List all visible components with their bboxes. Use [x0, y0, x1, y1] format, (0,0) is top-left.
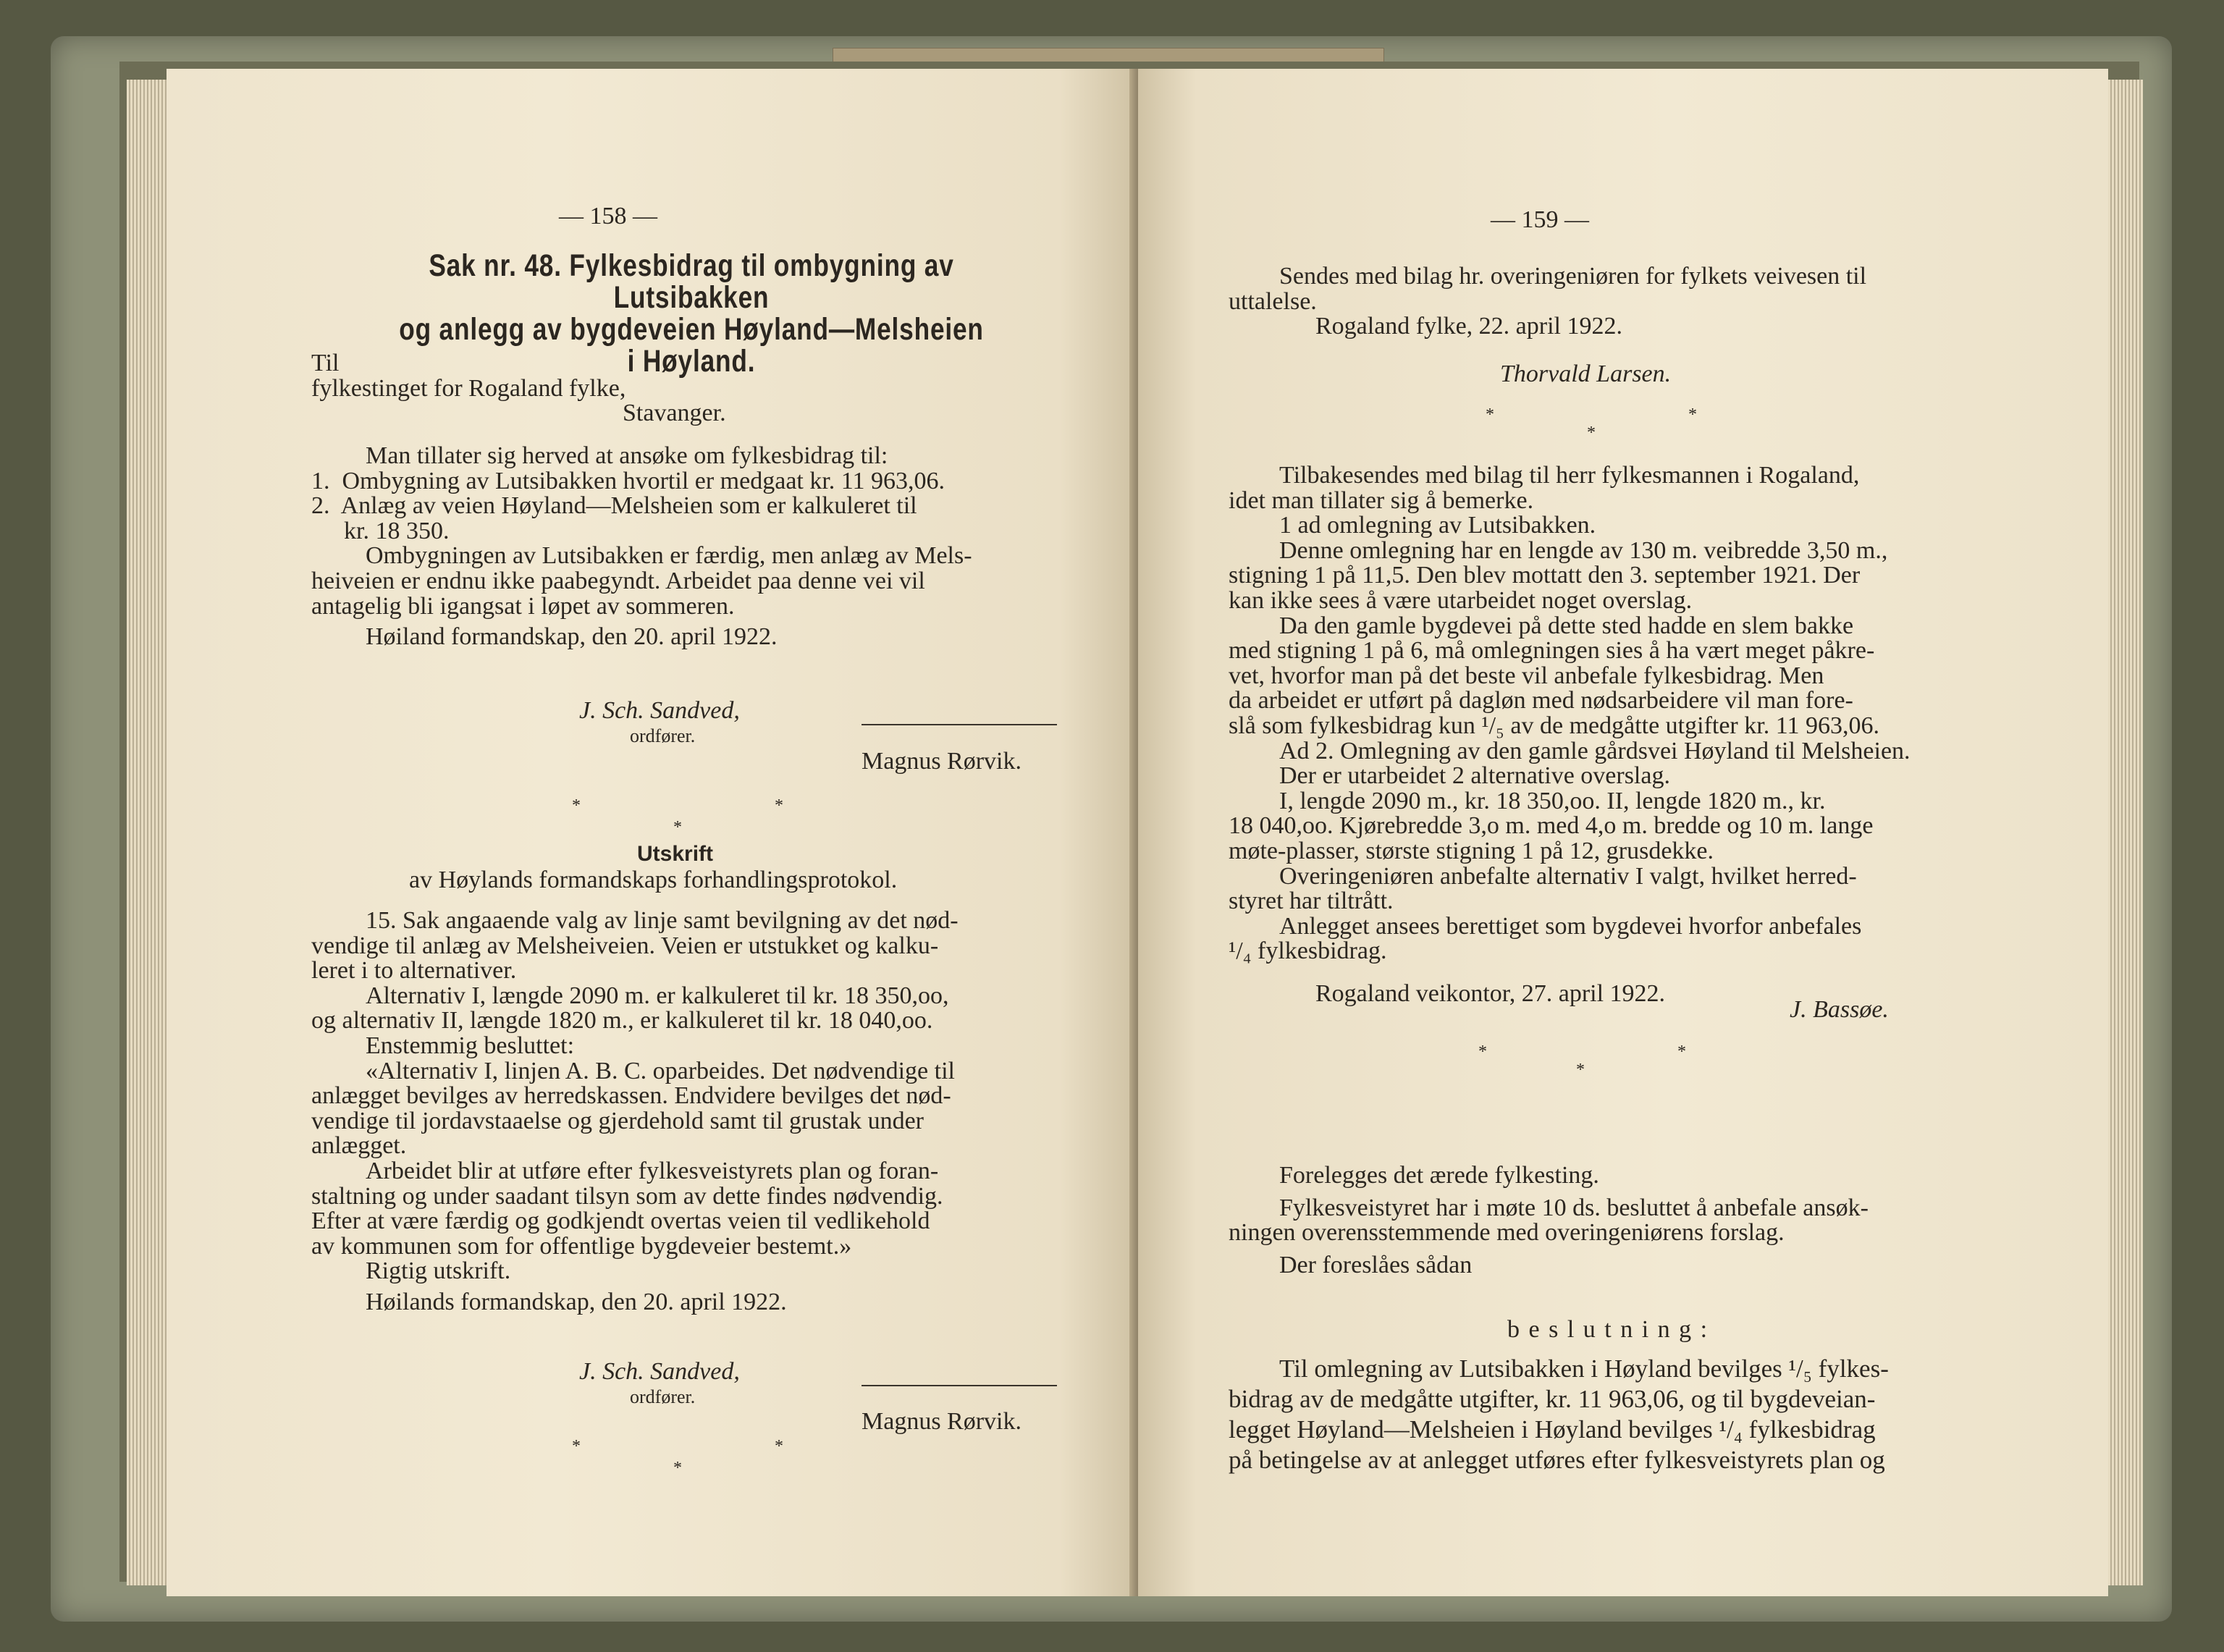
text-line: med stigning 1 på 6, må omlegningen sies å ha vært meget påkre-	[1229, 637, 1875, 665]
text-line: kr. 18 350.	[344, 517, 450, 544]
text-line: 1 ad omlegning av Lutsibakken.	[1279, 512, 1596, 539]
right-page	[1138, 69, 2108, 1596]
left-page	[167, 69, 1137, 1596]
text-line: legget Høyland—Melsheien i Høyland bevilges ¹/₄ fylkesbidrag	[1229, 1415, 1876, 1444]
text-line: 1. Ombygning av Lutsibakken hvortil er medgaat kr. 11 963,06.	[311, 467, 945, 494]
signature-rule-1	[862, 724, 1057, 725]
text-line: anlægget bevilges av herredskassen. Endvidere bevilges det nød-	[311, 1082, 951, 1110]
separator-star: *	[775, 1437, 783, 1456]
text-line: møte-plasser, største stigning 1 på 12, grusdekke.	[1229, 837, 1714, 864]
text-line: kan ikke sees å være utarbeidet noget overslag.	[1229, 586, 1693, 614]
title-line-1: Sak nr. 48. Fylkesbidrag til ombygning av Lutsibakken	[429, 248, 954, 315]
referral-paragraph	[1229, 264, 2119, 340]
separator-star: *	[1576, 1061, 1585, 1079]
text-line: da arbeidet er utført på dagløn med nødsarbeidere vil man fore-	[1229, 687, 1853, 715]
signature-role-1: ordfører.	[630, 725, 696, 746]
resolution-paragraph	[1229, 1354, 2119, 1475]
text-line: Til omlegning av Lutsibakken i Høyland bevilges ¹/₅ fylkes-	[1279, 1354, 1889, 1383]
protocol-paragraph	[311, 909, 1213, 1315]
separator-star: *	[673, 818, 682, 837]
text-line: på betingelse av at anlegget utføres efter fylkesveistyrets plan og	[1229, 1446, 1885, 1474]
text-line: 18 040,oo. Kjørebredde 3,o m. med 4,o m. bredde og 10 m. lange	[1229, 812, 1874, 840]
text-line: 15. Sak angaaende valg av linje samt bevilgning av det nød-	[366, 907, 959, 934]
text-line: slå som fylkesbidrag kun ¹/₅ av de medgåtte utgifter kr. 11 963,06.	[1229, 712, 1879, 739]
text-line: ningen overensstemmende med overingeniørens forslag.	[1229, 1219, 1785, 1247]
separator-star: *	[1478, 1042, 1487, 1061]
text-line: Arbeidet blir at utføre efter fylkesveistyrets plan og foran-	[366, 1157, 939, 1184]
signature-sandved-1: J. Sch. Sandved,	[579, 697, 740, 724]
text-line: Efter at være færdig og godkjendt overtas veien til vedlikehold	[311, 1208, 930, 1235]
signature-rule-2	[862, 1385, 1057, 1386]
engineer-statement	[1229, 463, 2119, 1006]
text-line: Høilands formandskap, den 20. april 1922.	[366, 1288, 787, 1315]
address-line: fylkestinget for Rogaland fylke,	[311, 374, 626, 402]
text-line: Overingeniøren anbefalte alternativ I valgt, hvilket herred-	[1279, 862, 1857, 890]
text-line: Tilbakesendes med bilag til herr fylkesmannen i Rogaland,	[1279, 462, 1860, 489]
address-line: Til	[311, 350, 340, 376]
separator-star: *	[1587, 423, 1596, 442]
text-line: stigning 1 på 11,5. Den blev mottatt den 3. september 1921. Der	[1229, 562, 1861, 589]
text-line: Anlegget ansees berettiget som bygdevei hvorfor anbefales	[1279, 912, 1862, 940]
text-line: Forelegges det ærede fylkesting.	[1279, 1162, 1599, 1189]
separator-star: *	[1688, 405, 1697, 424]
separator-star: *	[1486, 405, 1494, 424]
text-line: Fylkesveistyret har i møte 10 ds. besluttet å anbefale ansøk-	[1279, 1194, 1869, 1221]
text-line: Rogaland veikontor, 27. april 1922.	[1315, 979, 1666, 1007]
text-line: Da den gamle bygdevei på dette sted hadde en slem bakke	[1279, 612, 1854, 639]
separator-star: *	[1677, 1042, 1686, 1061]
signature-larsen: Thorvald Larsen.	[1500, 361, 1672, 387]
page-number-158: — 158 —	[559, 203, 657, 229]
separator-star: *	[572, 796, 581, 815]
text-line: I, lengde 2090 m., kr. 18 350,oo. II, lengde 1820 m., kr.	[1279, 787, 1826, 814]
text-line: Der er utarbeidet 2 alternative overslag.	[1279, 762, 1670, 790]
address-block	[311, 351, 1216, 426]
text-line: og alternativ II, længde 1820 m., er kalkuleret til kr. 18 040,oo.	[311, 1007, 933, 1034]
text-line: Denne omlegning har en lengde av 130 m. veibredde 3,50 m.,	[1279, 536, 1888, 564]
text-line: heiveien er endnu ikke paabegyndt. Arbeidet paa denne vei vil	[311, 567, 925, 594]
text-line: idet man tillater sig å bemerke.	[1229, 486, 1534, 514]
text-line: Sendes med bilag hr. overingeniøren for fylkets veivesen til	[1279, 263, 1867, 290]
application-paragraph	[311, 444, 1213, 650]
title-line-3: i Høyland.	[627, 344, 756, 379]
text-line: antagelig bli igangsat i løpet av sommeren.	[311, 592, 735, 620]
text-line: 2. Anlæg av veien Høyland—Melsheien som er kalkuleret til	[311, 492, 917, 520]
signature-role-2: ordfører.	[630, 1386, 696, 1407]
text-line: bidrag av de medgåtte utgifter, kr. 11 963,06, og til bygdeveian-	[1229, 1385, 1876, 1413]
signature-rorvik-2: Magnus Rørvik.	[862, 1408, 1022, 1435]
committee-paragraph	[1229, 1163, 2119, 1278]
text-line: Der foreslåes sådan	[1279, 1251, 1473, 1278]
text-line: Ombygningen av Lutsibakken er færdig, men anlæg av Mels-	[366, 542, 972, 570]
text-line: Rogaland fylke, 22. april 1922.	[1315, 313, 1622, 340]
utskrift-subheading: av Høylands formandskaps forhandlingsprotokol.	[409, 867, 898, 893]
text-line: vendige til anlæg av Melsheiveien. Veien er utstukket og kalku-	[311, 932, 939, 959]
text-line: Ad 2. Omlegning av den gamle gårdsvei Høyland til Melsheien.	[1279, 737, 1911, 764]
separator-star: *	[775, 796, 783, 815]
text-line: uttalelse.	[1229, 287, 1317, 315]
separator-star: *	[673, 1459, 682, 1478]
title-line-2: og anlegg av bygdeveien Høyland—Melsheien	[399, 312, 984, 347]
text-line: ¹/₄ fylkesbidrag.	[1229, 937, 1387, 965]
page-number-159: — 159 —	[1491, 206, 1589, 233]
signature-sandved-2: J. Sch. Sandved,	[579, 1358, 740, 1385]
address-line: Stavanger.	[623, 400, 726, 427]
resolution-heading: b e s l u t n i n g :	[1507, 1316, 1709, 1343]
text-line: «Alternativ I, linjen A. B. C. oparbeides. Det nødvendige til	[366, 1057, 955, 1084]
text-line: Enstemmig besluttet:	[366, 1032, 575, 1059]
utskrift-heading: Utskrift	[637, 842, 714, 866]
text-line: av kommunen som for offentlige bygdeveier bestemt.»	[311, 1232, 852, 1260]
text-line: Rigtig utskrift.	[366, 1257, 511, 1285]
text-line: Høiland formandskap, den 20. april 1922.	[366, 623, 778, 651]
text-line: vet, hvorfor man på det beste vil anbefale fylkesbidrag. Men	[1229, 662, 1824, 689]
text-line: styret har tiltrått.	[1229, 888, 1394, 915]
signature-rorvik-1: Magnus Rørvik.	[862, 748, 1022, 775]
separator-star: *	[572, 1437, 581, 1456]
text-line: anlægget.	[311, 1132, 407, 1160]
text-line: leret i to alternativer.	[311, 957, 517, 985]
text-line: vendige til jordavstaaelse og gjerdehold samt til grustak under	[311, 1107, 924, 1134]
text-line: Man tillater sig herved at ansøke om fylkesbidrag til:	[366, 442, 888, 469]
text-line: Alternativ I, længde 2090 m. er kalkuleret til kr. 18 350,oo,	[366, 982, 949, 1009]
signature-bassoe: J. Bassøe.	[1790, 996, 1889, 1023]
text-line: staltning og under saadant tilsyn som av dette findes nødvendig.	[311, 1182, 943, 1210]
